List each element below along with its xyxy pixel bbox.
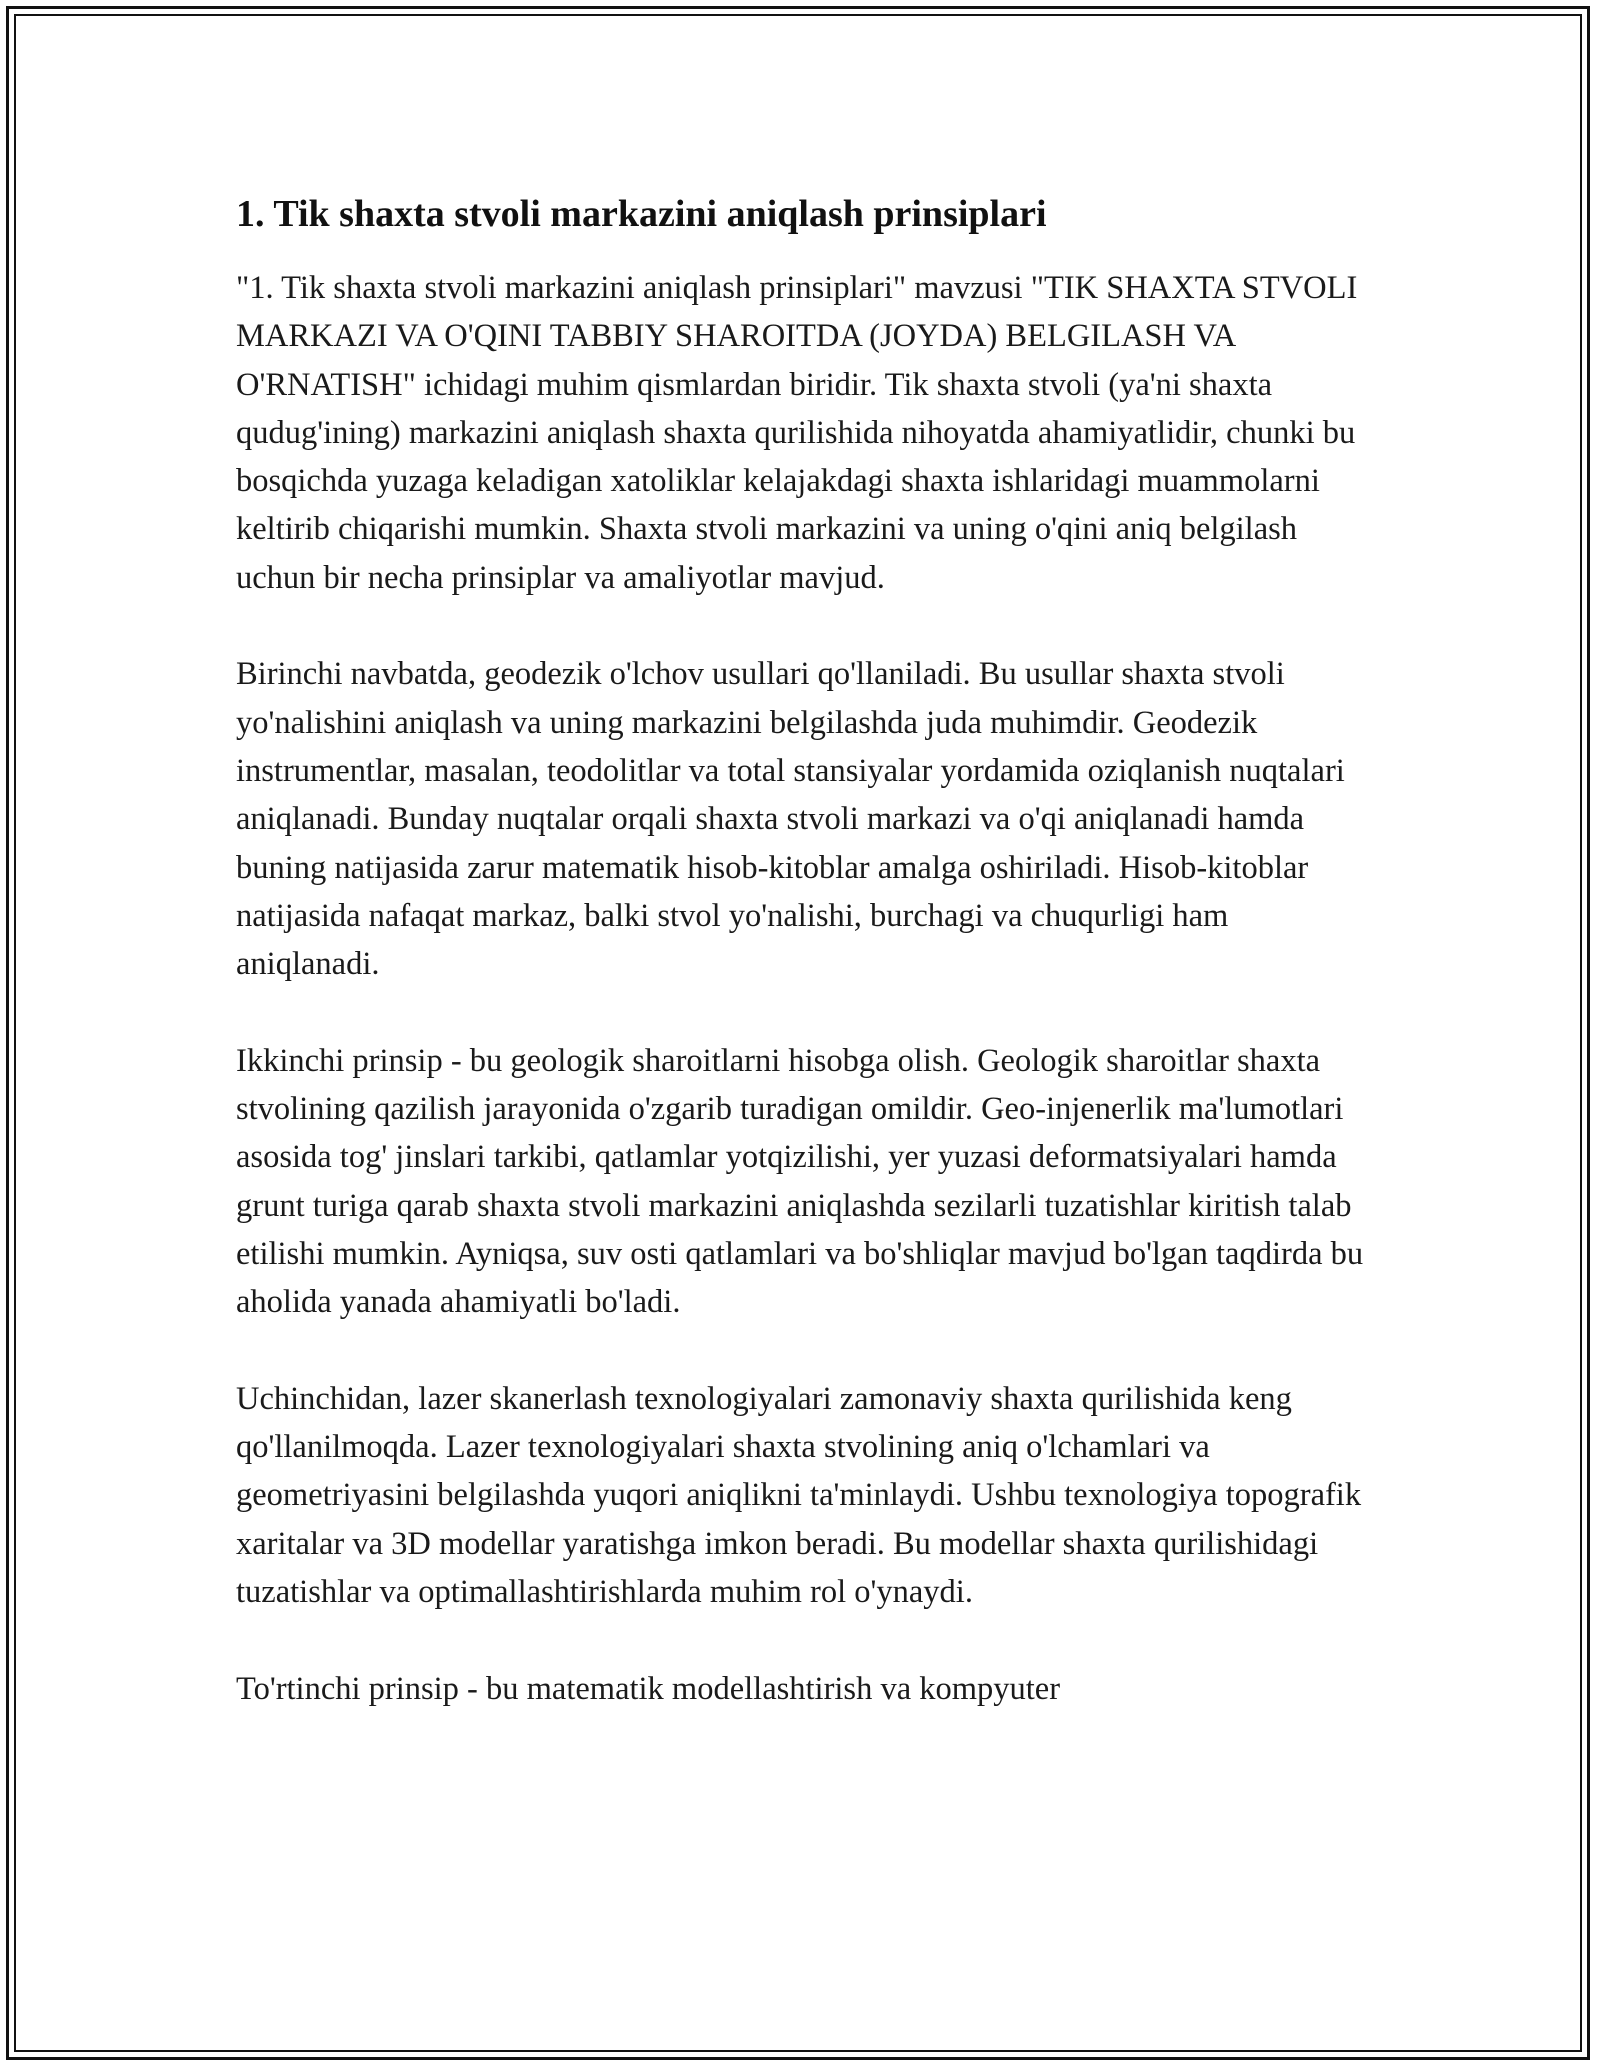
document-body xyxy=(236,186,1371,1761)
section-title: 1. Tik shaxta stvoli markazini aniqlash prinsiplari xyxy=(236,193,1047,235)
paragraph-5: To'rtinchi prinsip - bu matematik modellashtirish va kompyuter xyxy=(236,1670,1061,1707)
paragraph-1: "1. Tik shaxta stvoli markazini aniqlash prinsiplari" mavzusi "TIK SHAXTA STVOLI MARKAZI VA O'QINI TABBIY SHAROITDA (JOYDA) BELGILASH VA O'RNATISH" ichidagi muhim qismlardan biridir. Tik shaxta stvoli (ya'ni shaxta qudug'ining) markazini aniqlash shaxta qurilishida nihoyatda ahamiyatlidir, chunki bu bosqichda yuzaga keladigan xatoliklar kelajakdagi shaxta ishlaridagi muammolarni keltirib chiqarishi mumkin. Shaxta stvoli markazini va uning o'qini aniq belgilash uchun bir necha prinsiplar va amaliyotlar mavjud. xyxy=(236,270,1358,596)
paragraph-4: Uchinchidan, lazer skanerlash texnologiyalari zamonaviy shaxta qurilishida keng qo'llanilmoqda. Lazer texnologiyalari shaxta stvolining aniq o'lchamlari va geometriyasini belgilashda yuqori aniqlikni ta'minlaydi. Ushbu texnologiya topografik xaritalar va 3D modellar yaratishga imkon beradi. Bu modellar shaxta qurilishidagi tuzatishlar va optimallashtirishlarda muhim rol o'ynaydi. xyxy=(236,1380,1362,1611)
paragraph-2: Birinchi navbatda, geodezik o'lchov usullari qo'llaniladi. Bu usullar shaxta stvoli yo'nalishini aniqlash va uning markazini belgilashda juda muhimdir. Geodezik instrumentlar, masalan, teodolitlar va total stansiyalar yordamida oziqlanish nuqtalari aniqlanadi. Bunday nuqtalar orqali shaxta stvoli markazi va o'qi aniqlanadi hamda buning natijasida zarur matematik hisob-kitoblar amalga oshiriladi. Hisob-kitoblar natijasida nafaqat markaz, balki stvol yo'nalishi, burchagi va chuqurligi ham aniqlanadi. xyxy=(236,656,1345,983)
paragraph-3: Ikkinchi prinsip - bu geologik sharoitlarni hisobga olish. Geologik sharoitlar shaxta stvolining qazilish jarayonida o'zgarib turadigan omildir. Geo-injenerlik ma'lumotlari asosida tog' jinslari tarkibi, qatlamlar yotqizilishi, yer yuzasi deformatsiyalari hamda grunt turiga qarab shaxta stvoli markazini aniqlashda sezilarli tuzatishlar kiritish talab etilishi mumkin. Ayniqsa, suv osti qatlamlari va bo'shliqlar mavjud bo'lgan taqdirda bu aholida yanada ahamiyatli bo'ladi. xyxy=(236,1042,1364,1321)
